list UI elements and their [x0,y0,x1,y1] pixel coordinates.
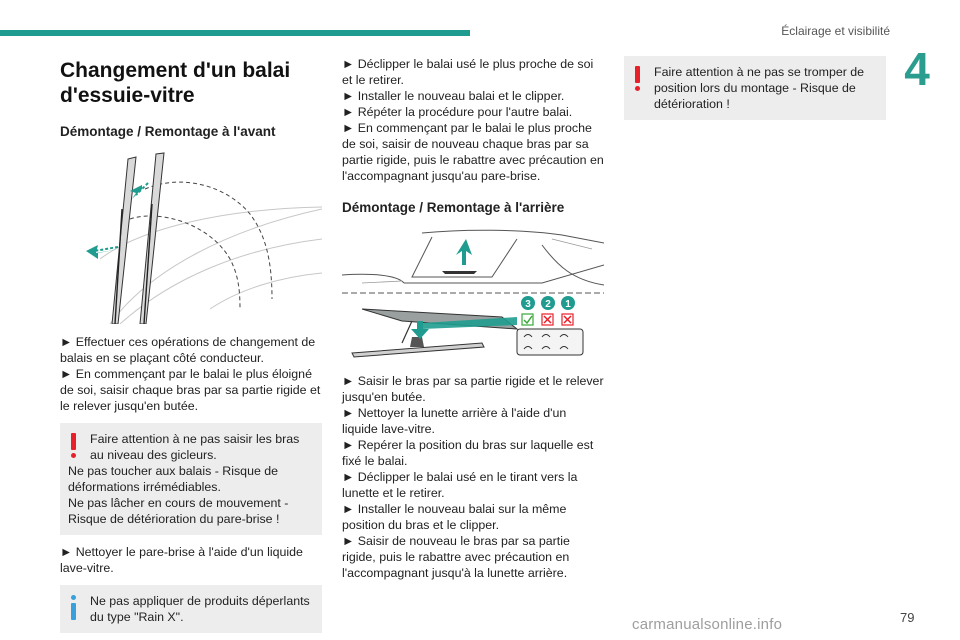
warning-exclamation-icon [69,433,79,459]
chapter-number: 4 [904,43,930,95]
column-2 [342,56,604,581]
page-title: Changement d'un balai d'essuie-vitre [60,59,291,108]
rear-heading: Démontage / Remontage à l'arrière [342,200,565,215]
warning-note-rear [624,56,886,120]
rear-wiper-illustration [342,225,604,363]
warning-line: Faire attention à ne pas saisir les bras au niveau des gicleurs. [90,432,300,463]
position-badge: 3 [525,299,531,310]
front-step: ► Répéter la procédure pour l'autre balai. [342,105,573,119]
warning-text: Faire attention à ne pas se tromper de position lors du montage - Risque de détérioration ! [654,65,865,111]
rear-step: ► Installer le nouveau balai sur la même position du bras et le clipper. [342,502,567,532]
rear-step: ► Saisir le bras par sa partie rigide et le relever jusqu'en butée. [342,374,604,404]
warning-line: Ne pas lâcher en cours de mouvement - Risque de détérioration du pare-brise ! [68,496,289,527]
rear-step: ► Déclipper le balai usé en le tirant vers la lunette et le retirer. [342,470,578,500]
watermark: carmanualsonline.info [632,616,783,633]
rear-step: ► Nettoyer la lunette arrière à l'aide d'un liquide lave-vitre. [342,406,567,436]
info-text: Ne pas appliquer de produits déperlants du type "Rain X". [90,594,310,625]
header-accent-bar [0,30,470,36]
info-i-icon [69,595,79,621]
front-step: ► Déclipper le balai usé le plus proche de soi et le retirer. [342,57,594,87]
front-step: ► En commençant par le balai le plus éloigné de soi, saisir chaque bras par sa partie rigide et le relever jusqu'en butée. [60,367,321,414]
front-step: ► Installer le nouveau balai et le clipper. [342,89,565,103]
section-title: Éclairage et visibilité [781,24,890,38]
front-step: ► Effectuer ces opérations de changement de balais en se plaçant côté conducteur. [60,335,316,366]
check-icon [522,314,533,325]
front-step: ► En commençant par le balai le plus proche de soi, saisir de nouveau chaque bras par sa partie rigide, puis le rabattre avec précaution en l'accompagnant jusqu'au pare-brise. [342,121,604,183]
warning-line: Ne pas toucher aux balais - Risque de déformations irrémédiables. [68,464,279,495]
position-badge: 1 [565,299,571,310]
front-heading: Démontage / Remontage à l'avant [60,124,276,140]
page-number: 79 [900,610,915,625]
info-note-front [60,585,322,633]
rear-step: ► Saisir de nouveau le bras par sa partie rigide, puis le rabattre avec précaution en l'accompagnant jusqu'à la lunette arrière. [342,534,570,580]
warning-note-front [60,423,322,535]
front-wiper-illustration [60,149,322,324]
cross-icon [542,314,553,325]
front-step: ► Nettoyer le pare-brise à l'aide d'un liquide lave-vitre. [60,545,303,576]
column-1 [60,56,322,633]
rear-step: ► Repérer la position du bras sur laquelle est fixé le balai. [342,438,594,468]
warning-exclamation-icon [633,66,643,92]
position-badge: 2 [545,299,551,310]
cross-icon [562,314,573,325]
column-3 [624,56,886,120]
